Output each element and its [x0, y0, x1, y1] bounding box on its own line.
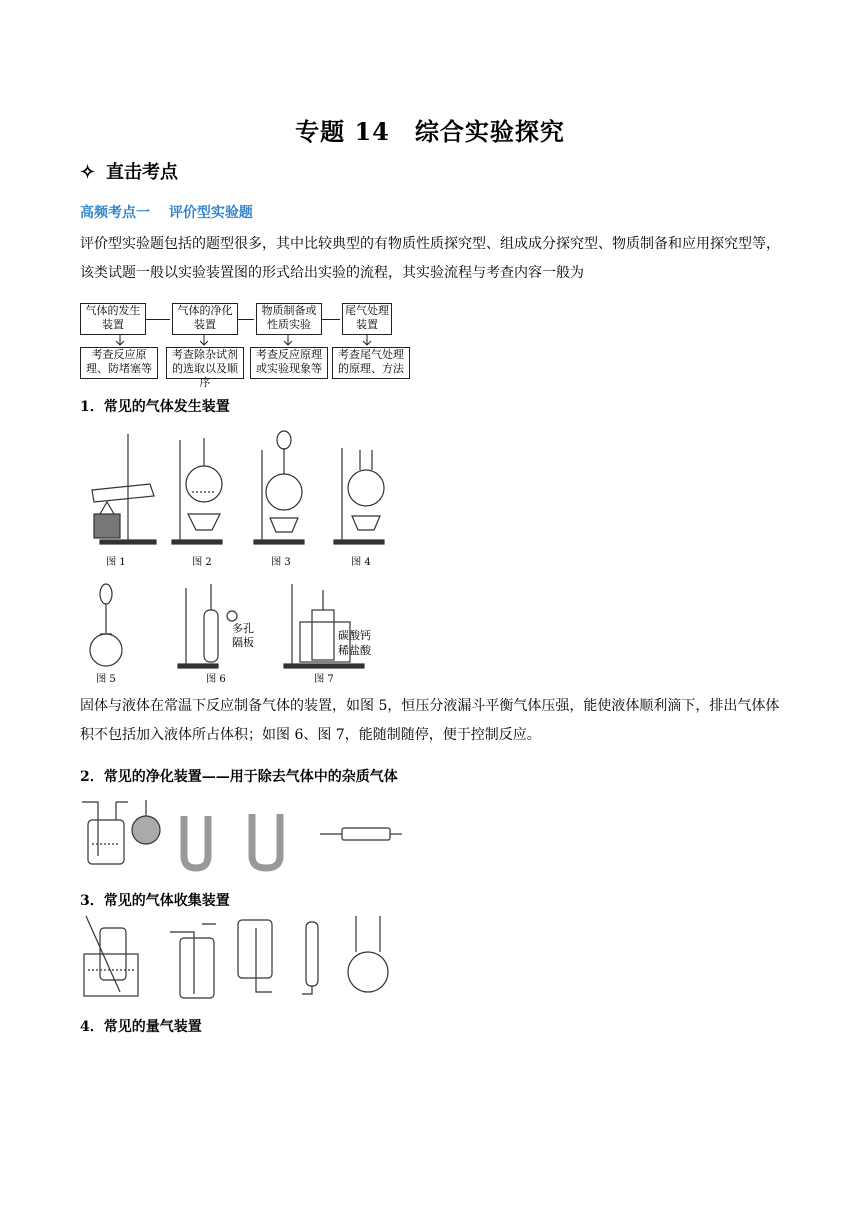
sparkle-icon: ✧: [80, 162, 96, 183]
flow-check-3: 考查反应原理或实验现象等: [250, 347, 328, 379]
heading-gas-generation: 1．常见的气体发生装置: [80, 399, 230, 415]
heading-gas-measurement: 4．常见的量气装置: [80, 1019, 202, 1035]
flow-step-1: 气体的发生装置: [80, 303, 146, 335]
figure-caption: 图 1: [106, 557, 126, 568]
figure-caption: 图 7: [314, 674, 334, 685]
fig7-label: [338, 628, 371, 658]
fig6-label-line: 多孔: [232, 622, 254, 635]
figure-caption: 图 6: [206, 674, 226, 685]
heading-purification: 2．常见的净化装置——用于除去气体中的杂质气体: [80, 769, 398, 785]
flow-arrow: [238, 319, 254, 320]
flow-step-4: 尾气处理装置: [342, 303, 392, 335]
fig6-label-line: 隔板: [232, 636, 254, 649]
flow-check-2: 考查除杂试剂的选取以及顺序: [166, 347, 244, 379]
heading-collection: 3．常见的气体收集装置: [80, 893, 230, 909]
collection-apparatus: [80, 914, 400, 1002]
figure-caption: 图 4: [351, 557, 371, 568]
flow-arrow: [322, 319, 340, 320]
section-heading: [80, 158, 178, 184]
page-title: 专题 14 综合实验探究: [295, 117, 565, 146]
figure-caption: 图 2: [192, 557, 212, 568]
apparatus-paragraph: 固体与液体在常温下反应制备气体的装置，如图 5，恒压分液漏斗平衡气体压强，能使液体顺利滴下，排出气体体积不包括加入液体所占体积；如图 6、图 7，能随制随停，便于控制反应。: [80, 698, 780, 743]
fig7-label-line: 稀盐酸: [338, 644, 371, 657]
figure-caption: 图 5: [96, 674, 116, 685]
flow-arrow: [146, 319, 170, 320]
fig6-label: [232, 622, 254, 650]
purification-apparatus: [80, 796, 410, 874]
flow-step-3: 物质制备或性质实验: [256, 303, 322, 335]
subsection-heading: 高频考点一 评价型实验题: [80, 205, 253, 221]
flow-step-2: 气体的净化装置: [172, 303, 238, 335]
intro-paragraph: 评价型实验题包括的题型很多，其中比较典型的有物质性质探究型、组成成分探究型、物质制备和应用探究型等，该类试题一般以实验装置图的形式给出实验的流程，其实验流程与考查内容一般为: [80, 236, 780, 281]
flow-check-4: 考查尾气处理的原理、方法: [332, 347, 410, 379]
fig7-label-line: 碳酸钙: [338, 629, 371, 642]
section-label: 直击考点: [106, 162, 178, 183]
gas-generation-apparatus-row1: [80, 430, 400, 550]
figure-caption: 图 3: [271, 557, 291, 568]
flow-check-1: 考查反应原理、防堵塞等: [80, 347, 158, 379]
flow-diagram: [80, 303, 410, 389]
